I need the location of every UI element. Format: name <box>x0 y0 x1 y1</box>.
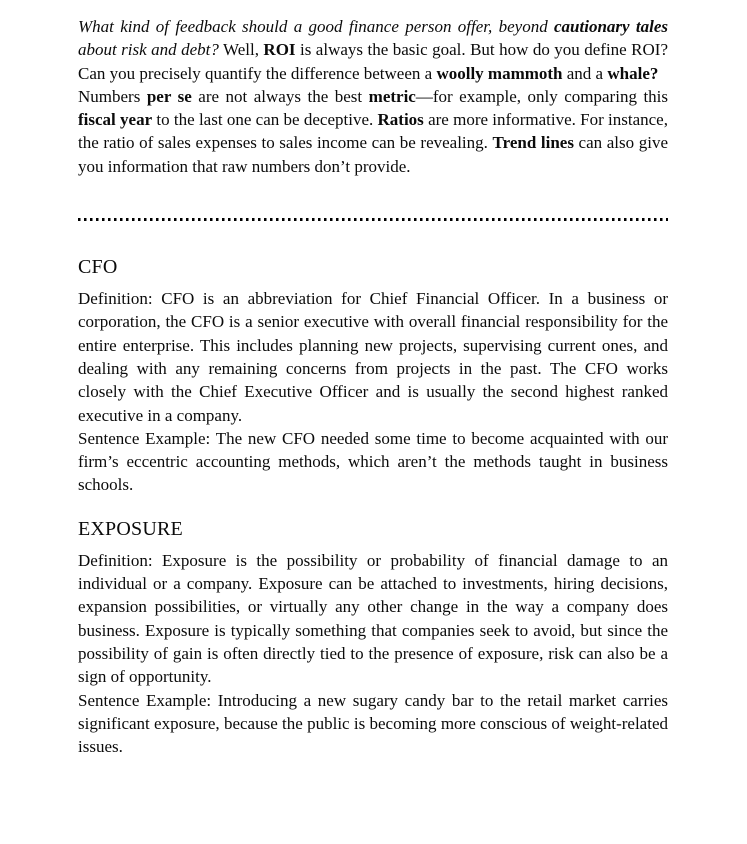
text-segment: Well, <box>218 40 264 60</box>
intro-section <box>78 15 668 178</box>
term-heading: EXPOSURE <box>78 517 183 540</box>
text-segment: metric <box>368 86 416 106</box>
text-segment: woolly mammoth <box>436 63 563 83</box>
text-segment: and a <box>562 63 608 83</box>
text-segment: can also give you information that raw numbers don’t provide. <box>78 133 668 176</box>
definition-paragraph: Definition: Exposure is the possibility or probability of financial damage to an individual or a company. Exposure can be attached to investments, hiring decisions, expansion possibilities, or virtually any other change in the way a company does business. Exposure is typically something that companies seek to avoid, but since the possibility of gain is often directly tied to the presence of exposure, risk can also be a sign of opportunity. <box>78 550 668 687</box>
text-segment: cautionary tales <box>554 17 669 36</box>
text-segment: Ratios <box>377 110 424 130</box>
text-segment: fiscal year <box>78 110 153 130</box>
glossary-entry <box>78 255 668 497</box>
text-segment: Numbers <box>78 86 147 106</box>
text-segment: per se <box>146 86 192 106</box>
text-segment: whale? <box>607 63 659 83</box>
text-segment: are not always the best <box>191 86 369 106</box>
dotted-divider <box>78 218 668 221</box>
glossary-entry <box>78 517 668 759</box>
text-segment: ROI <box>263 40 296 60</box>
intro-answer-paragraph <box>78 85 668 178</box>
glossary-section <box>78 255 668 758</box>
text-segment: is always the basic goal. But how do you define ROI? Can you precisely quantify the difference between a <box>78 40 668 83</box>
text-segment: —for example, only comparing this <box>415 86 669 106</box>
example-paragraph: Sentence Example: Introducing a new sugary candy bar to the retail market carries significant exposure, because the public is becoming more conscious of weight-related issues. <box>78 690 668 757</box>
intro-question-paragraph <box>78 15 668 85</box>
text-segment: to the last one can be deceptive. <box>152 110 378 130</box>
definition-paragraph: Definition: CFO is an abbreviation for Chief Financial Officer. In a business or corporation, the CFO is a senior executive with overall financial responsibility for the entire enterprise. This includes planning new projects, supervising current ones, and dealing with any remaining concerns from projects in the past. The CFO works closely with the Chief Executive Officer and is usually the second highest ranked executive in a company. <box>78 289 668 425</box>
text-segment: about risk and debt? <box>78 40 219 60</box>
text-segment: are more informative. For instance, the ratio of sales expenses to sales income can be revealing. <box>78 110 668 153</box>
example-paragraph: Sentence Example: The new CFO needed some time to become acquainted with our firm’s eccentric accounting methods, which aren’t the methods taught in business schools. <box>78 428 668 495</box>
text-segment: What kind of feedback should a good finance person offer, beyond <box>78 17 555 36</box>
text-segment: Trend lines <box>492 133 574 153</box>
term-heading: CFO <box>78 256 118 279</box>
